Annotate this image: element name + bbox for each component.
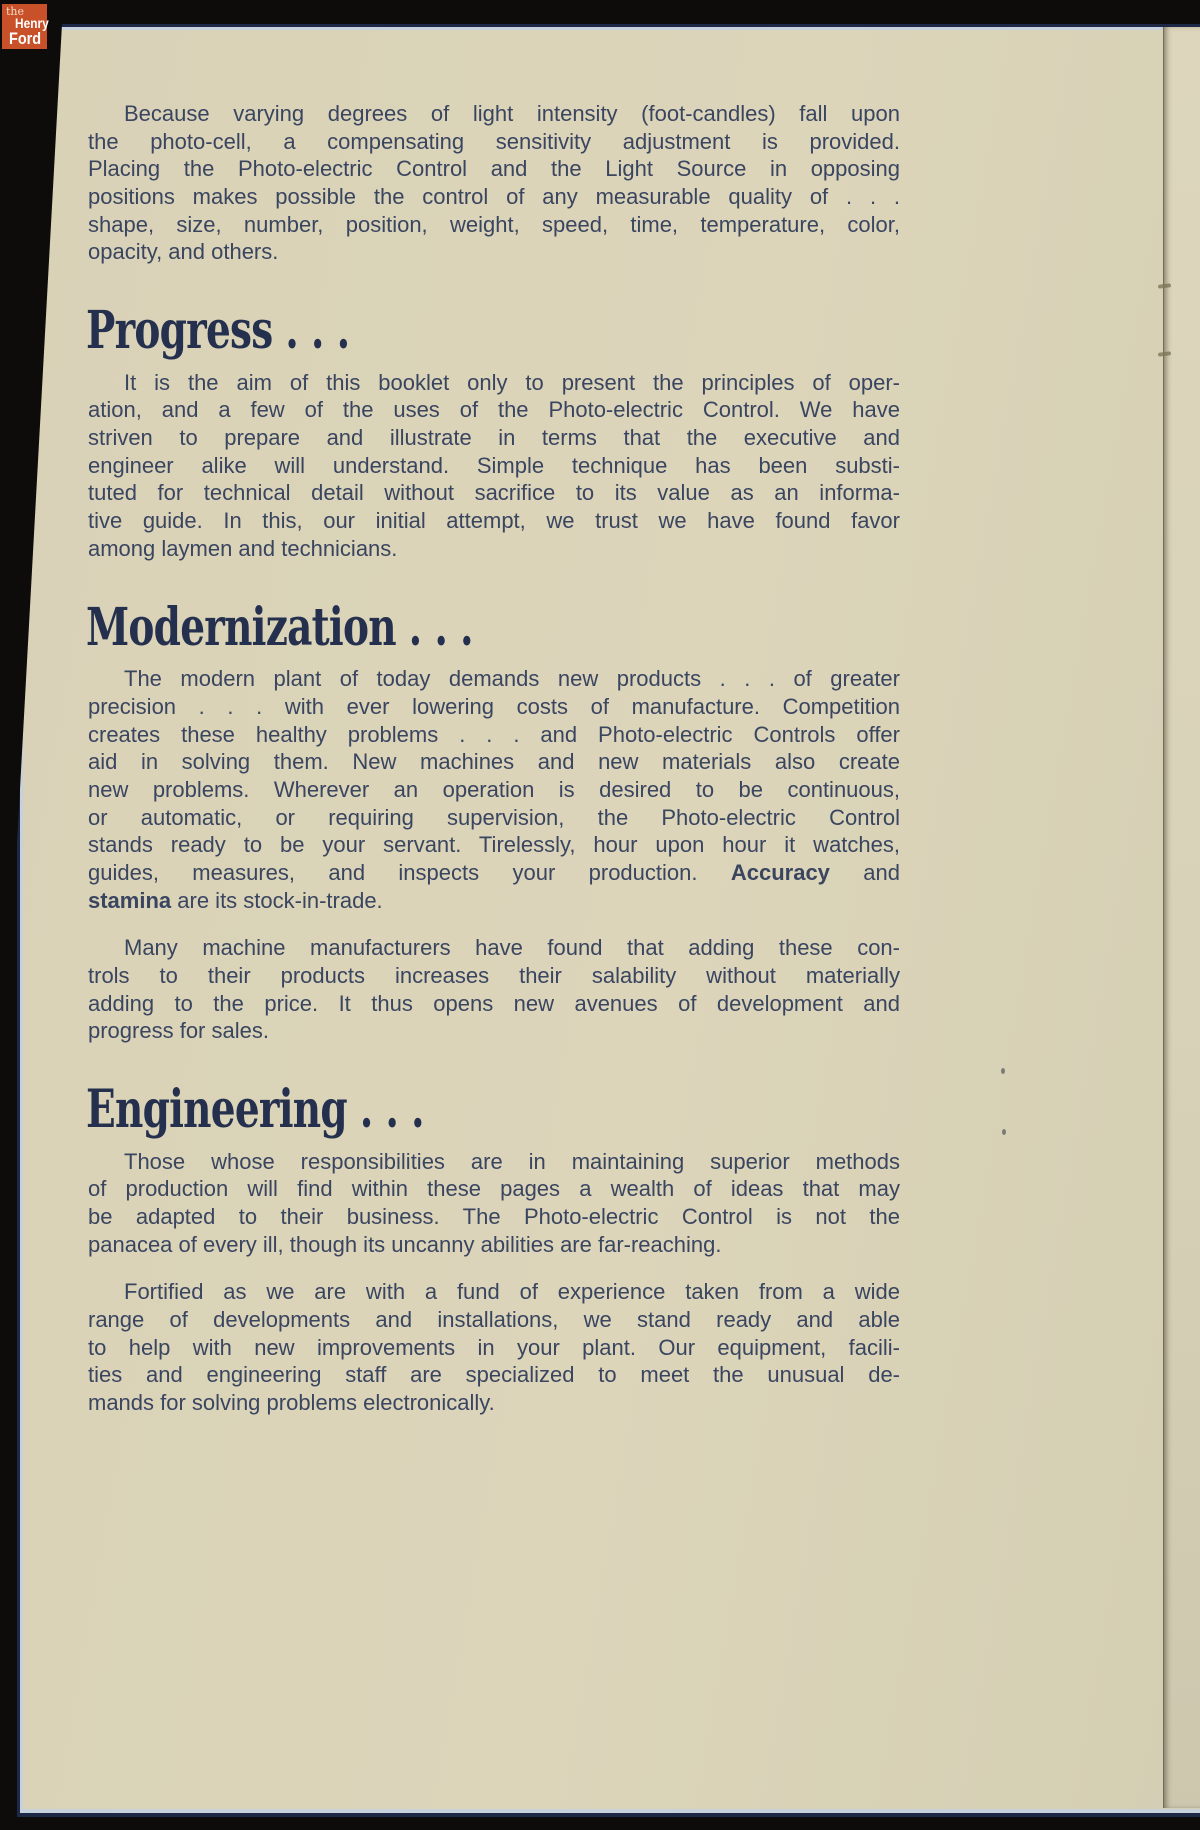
watermark-henry: Henry [15, 15, 49, 31]
body-line: to help with new improvements in your plant. Our equipment, facili- [88, 1334, 900, 1360]
body-line: It is the aim of this booklet only to present the principles of oper- [124, 369, 900, 395]
watermark-ford: Ford [9, 29, 42, 48]
body-line: precision . . . with ever lowering costs of manufacture. Competition [88, 693, 900, 719]
body-line: adding to the price. It thus opens new avenues of development and [88, 990, 900, 1016]
paragraph [88, 369, 900, 563]
body-line: range of developments and installations, we stand ready and able [88, 1307, 900, 1333]
body-line: creates these healthy problems . . . and Photo-electric Controls offer [88, 721, 900, 747]
body-line: trols to their products increases their salability without materially [88, 963, 900, 988]
body-line: of production will find within these pages a wealth of ideas that may [88, 1176, 900, 1202]
body-line: Because varying degrees of light intensity (foot-candles) fall upon [124, 101, 900, 126]
body-line: striven to prepare and illustrate in terms that the executive and [88, 425, 900, 451]
henry-ford-watermark [2, 4, 47, 49]
watermark-the: the [6, 5, 25, 18]
paragraph [88, 934, 900, 1045]
body-line: mands for solving problems electronically. [88, 1390, 495, 1416]
paper-speck [1001, 1068, 1005, 1074]
body-line: The modern plant of today demands new products . . . of greater [124, 666, 900, 692]
body-line: ation, and a few of the uses of the Photo-electric Control. We have [88, 397, 900, 423]
body-line: Those whose responsibilities are in maintaining superior methods [124, 1148, 900, 1174]
paragraph [88, 665, 900, 914]
section-heading: Modernization . . . [86, 596, 473, 658]
body-line: the photo-cell, a compensating sensitivity adjustment is provided. [88, 128, 900, 154]
body-line: Fortified as we are with a fund of experience taken from a wide [124, 1279, 900, 1305]
body-line: among laymen and technicians. [88, 535, 398, 561]
body-line: be adapted to their business. The Photo-electric Control is not the [88, 1204, 900, 1230]
paragraph [88, 1278, 900, 1416]
page-fold-edge [1163, 27, 1200, 1808]
body-line: aid in solving them. New machines and new materials also create [88, 749, 900, 775]
text-content [88, 100, 900, 1417]
body-line: guides, measures, and inspects your production. Accuracy and [88, 859, 900, 885]
paper-speck [1002, 1129, 1006, 1135]
body-line: new problems. Wherever an operation is desired to be continuous, [88, 776, 900, 802]
section-heading: Progress . . . [86, 300, 350, 362]
body-line: progress for sales. [88, 1018, 269, 1044]
section-heading: Engineering . . . [86, 1079, 424, 1141]
paragraph [88, 1148, 900, 1259]
body-line: opacity, and others. [88, 239, 279, 265]
body-line: tuted for technical detail without sacrifice to its value as an informa- [88, 480, 900, 506]
body-line: or automatic, or requiring supervision, the Photo-electric Control [88, 804, 900, 830]
body-line: ties and engineering staff are specialized to meet the unusual de- [88, 1362, 900, 1388]
body-line: stands ready to be your servant. Tirelessly, hour upon hour it watches, [88, 832, 900, 858]
body-line: positions makes possible the control of any measurable quality of . . . [88, 184, 900, 210]
body-line: Many machine manufacturers have found that adding these con- [124, 935, 900, 961]
body-line: engineer alike will understand. Simple technique has been substi- [88, 452, 900, 478]
body-line: panacea of every ill, though its uncanny abilities are far-reaching. [88, 1231, 722, 1257]
body-line: stamina are its stock-in-trade. [88, 887, 383, 913]
body-line: shape, size, number, position, weight, speed, time, temperature, color, [88, 211, 900, 237]
paragraph [88, 100, 900, 266]
body-line: tive guide. In this, our initial attempt, we trust we have found favor [88, 508, 900, 534]
body-line: Placing the Photo-electric Control and the Light Source in opposing [88, 156, 900, 182]
